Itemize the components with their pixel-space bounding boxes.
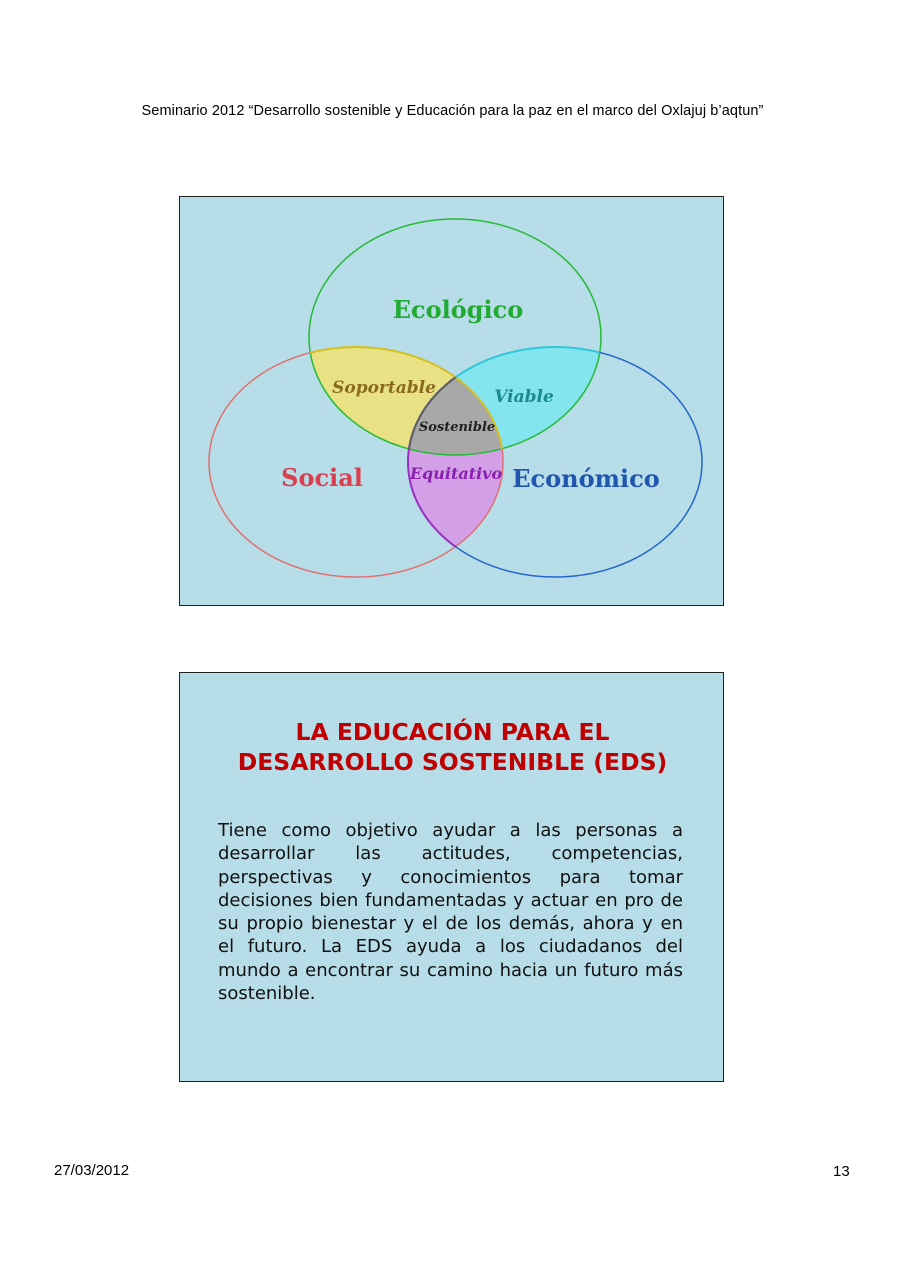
footer-date: 27/03/2012 <box>54 1162 130 1179</box>
social-label: Social <box>281 463 363 492</box>
ecologico-label: Ecológico <box>392 295 524 324</box>
eds-slide <box>179 672 724 1082</box>
page-number: 13 <box>833 1163 850 1180</box>
eds-title-line-2: DESARROLLO SOSTENIBLE (EDS) <box>237 748 668 776</box>
sostenible-label: Sostenible <box>418 420 496 435</box>
eds-title-line-1: LA EDUCACIÓN PARA EL <box>295 718 610 746</box>
venn-slide <box>179 196 724 606</box>
soportable-label: Soportable <box>332 378 436 398</box>
economico-label: Económico <box>512 464 660 493</box>
viable-label: Viable <box>494 387 554 407</box>
sustainability-venn-diagram <box>180 197 725 607</box>
document-header: Seminario 2012 “Desarrollo sostenible y Educación para la paz en el marco del Oxlajuj b’aqtun” <box>141 103 764 119</box>
eds-body-text: Tiene como objetivo ayudar a las personas a desarrollar las actitudes, competencias, perspectivas y conocimientos para tomar decisiones bien fundamentadas y actuar en pro de su propio bienestar y el de los demás, ahora y en el futuro. La EDS ayuda a los ciudadanos del mundo a encontrar su camino hacia un futuro más sostenible. <box>218 820 683 1005</box>
eds-title <box>200 717 705 777</box>
equitativo-label: Equitativo <box>409 464 503 483</box>
